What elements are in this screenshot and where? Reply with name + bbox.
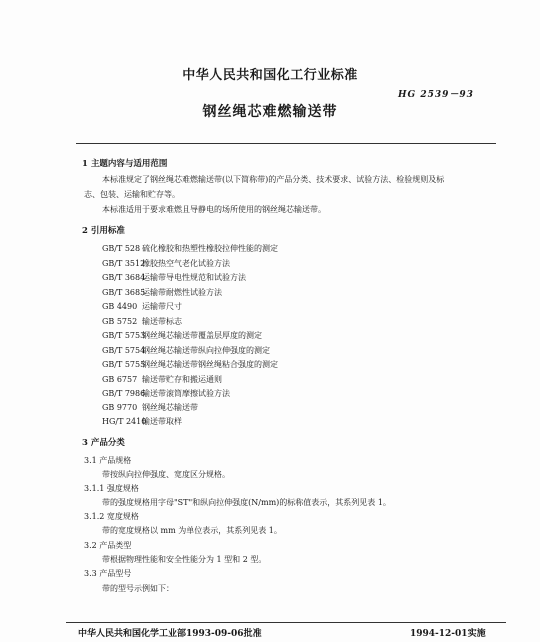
- reference-code: GB/T 3512: [102, 259, 146, 268]
- reference-code: GB/T 3685: [102, 288, 146, 297]
- reference-title: 运输带尺寸: [142, 302, 182, 311]
- reference-item: [102, 272, 246, 283]
- reference-title: 橡胶热空气老化试验方法: [142, 259, 230, 268]
- section-3-1-2-text: 带的宽度规格以 mm 为单位表示，其系列见表 1。: [102, 526, 282, 535]
- reference-item: [102, 316, 182, 327]
- reference-item: [102, 258, 230, 269]
- standard-org-title: 中华人民共和国化工行业标准: [182, 68, 358, 83]
- reference-code: GB/T 5753: [102, 331, 146, 340]
- section-1-heading: 1 主题内容与适用范围: [82, 159, 168, 169]
- section-3-2-heading: 3.2 产品类型: [84, 541, 132, 550]
- reference-code: HG/T 2410: [102, 417, 147, 426]
- reference-code: GB 4490: [102, 302, 138, 311]
- reference-title: 输送带取样: [142, 417, 182, 426]
- section-3-1-heading: 3.1 产品规格: [84, 456, 132, 465]
- approval-line: 中华人民共和国化学工业部1993-09-06批准: [78, 629, 262, 639]
- reference-item: [102, 287, 222, 298]
- footer-divider: [66, 622, 506, 623]
- reference-item: [102, 301, 182, 312]
- reference-item: [102, 416, 182, 427]
- section-3-heading: 3 产品分类: [82, 438, 125, 448]
- reference-code: GB/T 3684: [102, 273, 146, 282]
- section-2-heading: 2 引用标准: [82, 226, 125, 236]
- reference-item: [102, 330, 262, 341]
- standard-code: HG 2539－93: [398, 90, 474, 100]
- reference-title: 输送带标志: [142, 317, 182, 326]
- section-3-2-text: 带根据物理性能和安全性能分为 1 型和 2 型。: [102, 555, 267, 564]
- reference-item: [102, 359, 278, 370]
- section-3-3-text: 带的型号示例如下：: [102, 584, 174, 593]
- reference-title: 钢丝绳芯输送带覆盖层厚度的测定: [142, 331, 262, 340]
- reference-title: 输送带滚筒摩擦试验方法: [142, 389, 230, 398]
- reference-code: GB/T 5755: [102, 360, 146, 369]
- reference-item: [102, 345, 270, 356]
- reference-title: 输送带贮存和搬运通则: [142, 375, 222, 384]
- section-3-3-heading: 3.3 产品型号: [84, 569, 132, 578]
- reference-code: GB/T 528: [102, 244, 141, 253]
- reference-item: [102, 388, 230, 399]
- reference-code: GB 6757: [102, 375, 138, 384]
- section-3-1-text: 带按纵向拉伸强度、宽度区分规格。: [102, 470, 230, 479]
- section-1-para-1-line-2: 志、包装、运输和贮存等。: [84, 190, 180, 199]
- reference-code: GB 9770: [102, 403, 138, 412]
- document-title: 钢丝绳芯难燃输送带: [202, 104, 338, 120]
- reference-title: 钢丝绳芯输送带: [142, 403, 198, 412]
- reference-item: [102, 243, 278, 254]
- implementation-date: 1994-12-01实施: [410, 629, 486, 639]
- reference-title: 钢丝绳芯输送带纵向拉伸强度的测定: [142, 346, 270, 355]
- reference-item: [102, 402, 198, 413]
- section-1-para-2: 本标准适用于要求难燃且导静电的场所使用的钢丝绳芯输送带。: [102, 205, 326, 214]
- section-3-1-2-heading: 3.1.2 宽度规格: [84, 512, 139, 521]
- reference-code: GB/T 7986: [102, 389, 146, 398]
- reference-item: [102, 374, 222, 385]
- section-1-para-1-line-1: 本标准规定了钢丝绳芯难燃输送带(以下简称带)的产品分类、技术要求、试验方法、检验规则及标: [102, 175, 445, 184]
- reference-code: GB/T 5754: [102, 346, 146, 355]
- reference-title: 运输带导电性规范和试验方法: [142, 273, 246, 282]
- reference-title: 硫化橡胶和热塑性橡胶拉伸性能的测定: [142, 244, 278, 253]
- section-3-1-1-text: 带的强度规格用字母"ST"和纵向拉伸强度(N/mm)的标称值表示，其系列见表 1。: [102, 498, 391, 507]
- header-divider: [76, 143, 496, 144]
- reference-title: 运输带耐燃性试验方法: [142, 288, 222, 297]
- reference-code: GB 5752: [102, 317, 138, 326]
- section-3-1-1-heading: 3.1.1 强度规格: [84, 484, 139, 493]
- reference-title: 钢丝绳芯输送带钢丝绳粘合强度的测定: [142, 360, 278, 369]
